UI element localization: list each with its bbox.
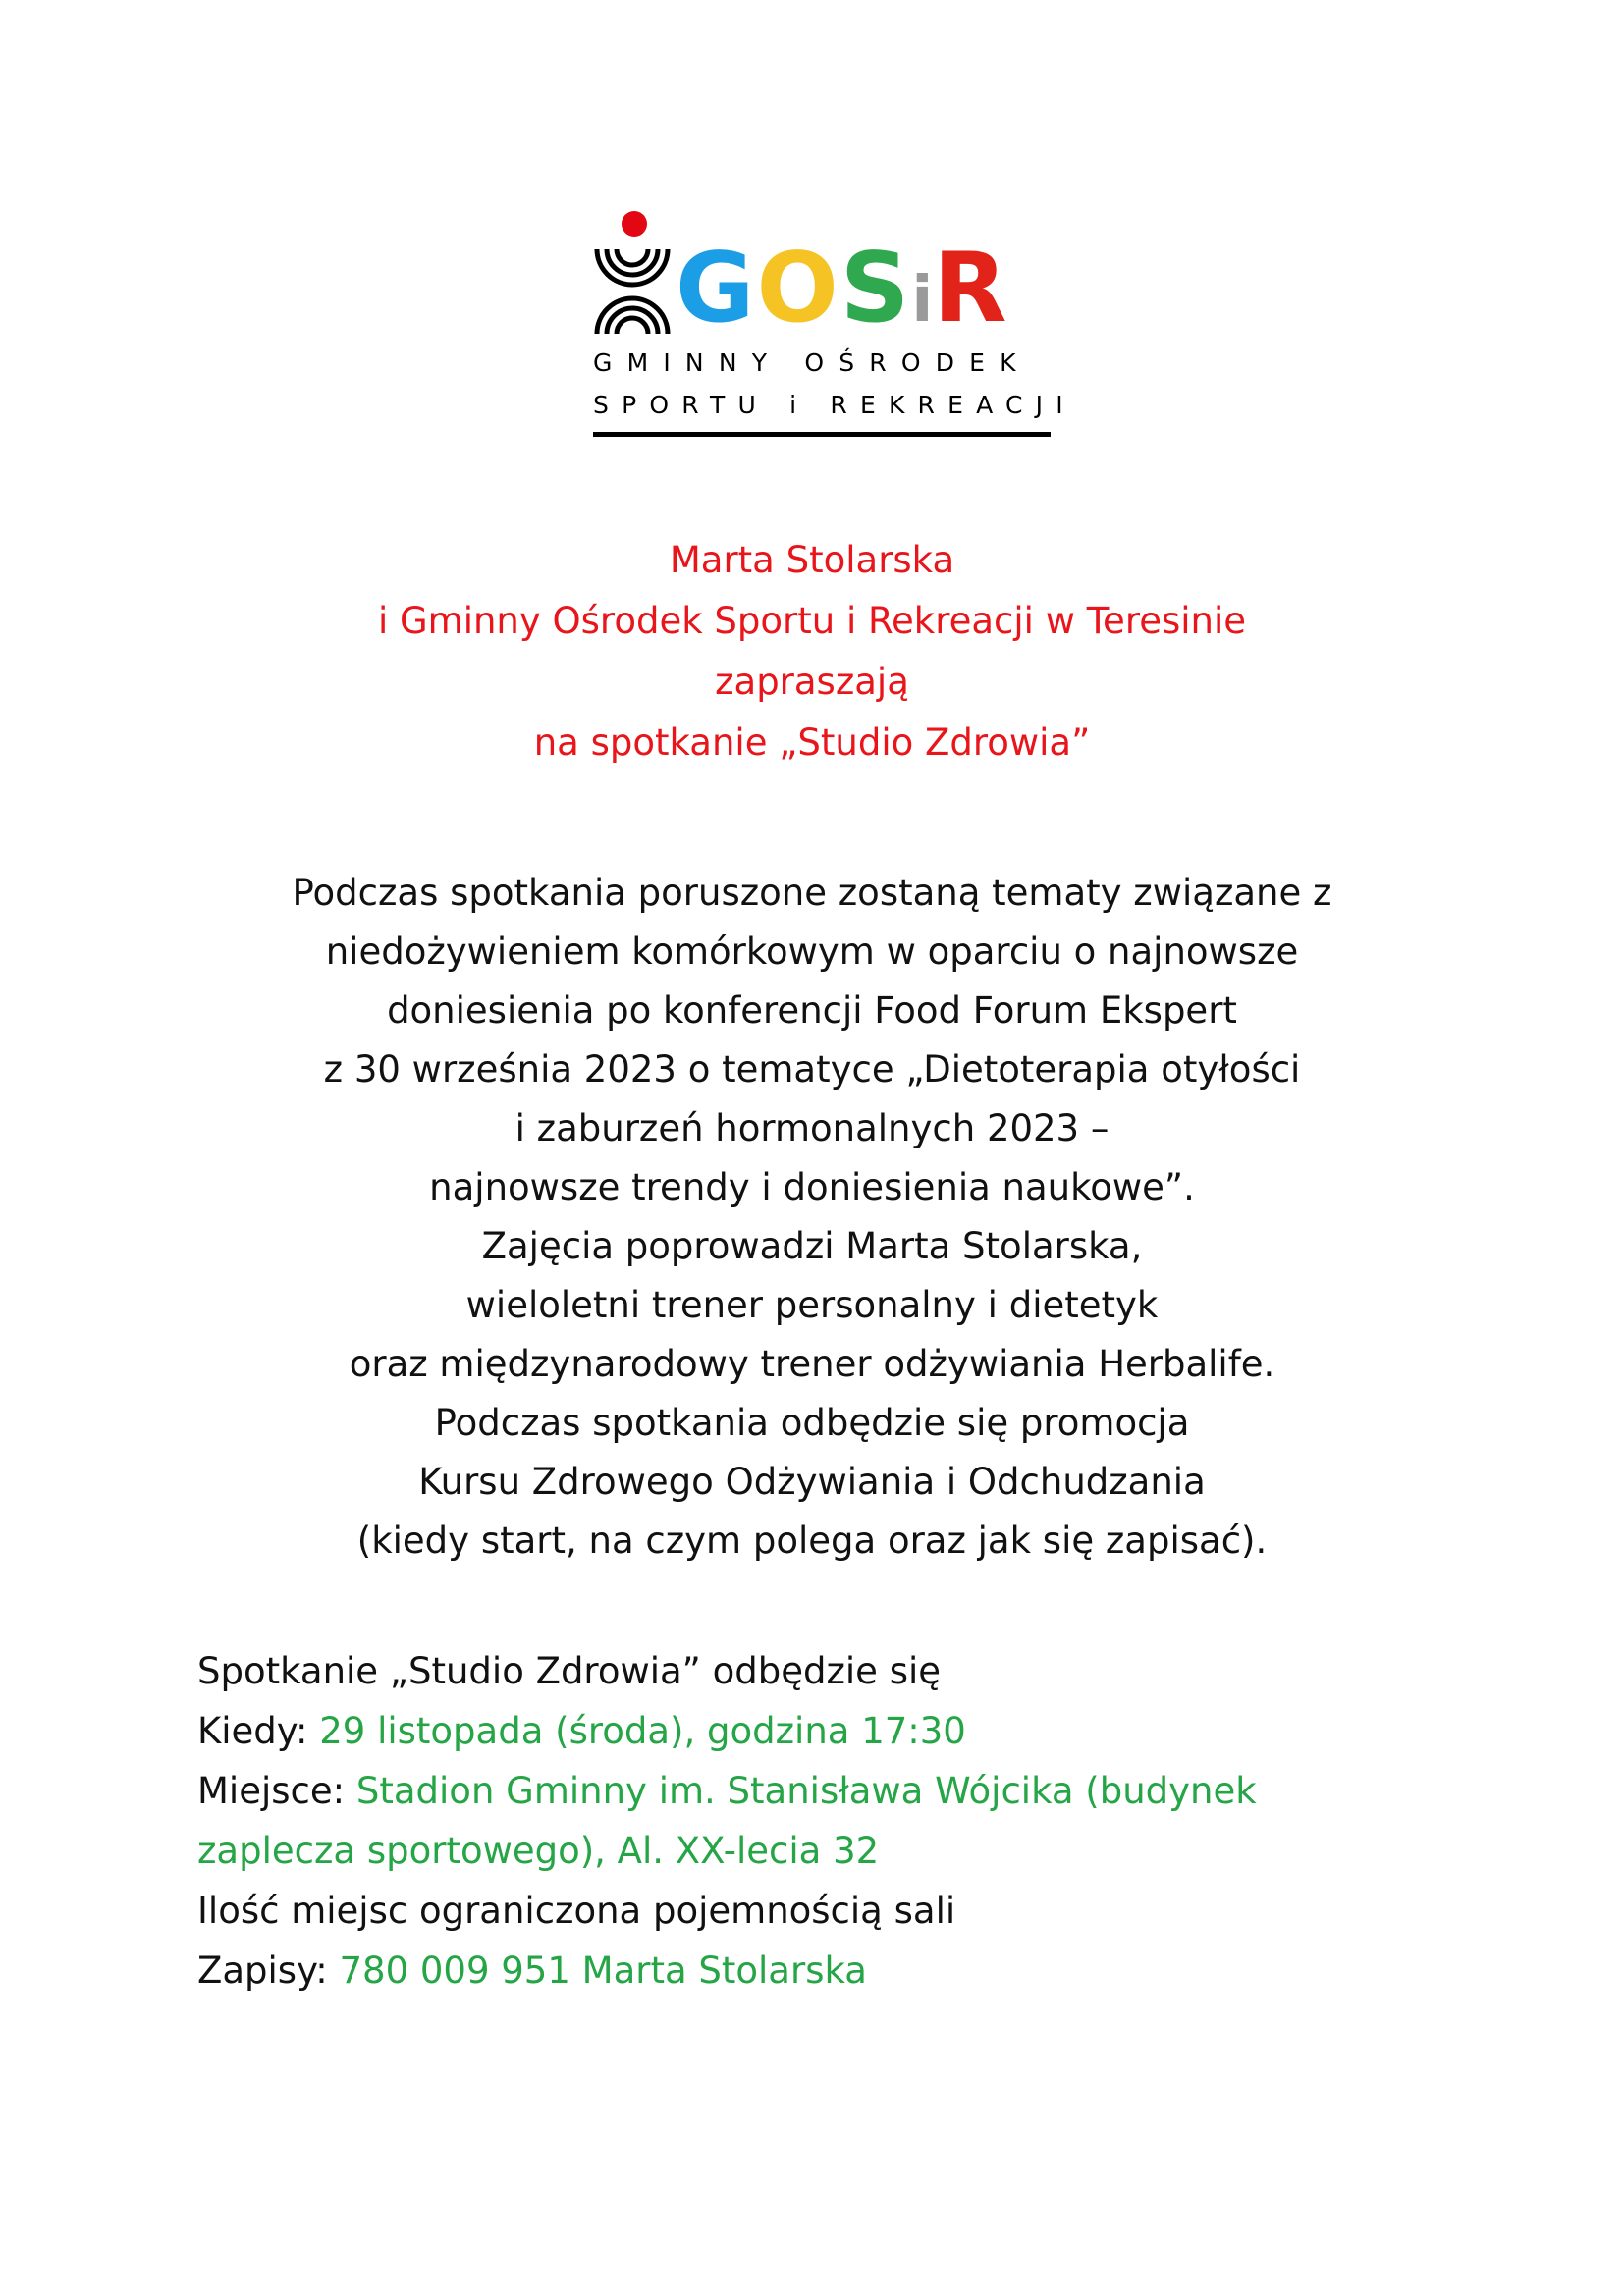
- logo-subtitle-line2: SPORTU i REKREACJI: [593, 391, 1076, 419]
- logo-letter-i: i: [911, 264, 934, 337]
- invitation-headline: [0, 530, 1624, 774]
- description-line: Podczas spotkania poruszone zostaną tematy związane z: [292, 872, 1332, 914]
- logo-letter-o: O: [756, 233, 840, 345]
- signup-label: Zapisy:: [197, 1949, 328, 1992]
- details-intro: Spotkanie „Studio Zdrowia” odbędzie się: [197, 1650, 942, 1692]
- description-line: Zajęcia poprowadzi Marta Stolarska,: [481, 1225, 1143, 1267]
- logo-wordmark: [676, 233, 1009, 345]
- logo-underline: [593, 432, 1051, 437]
- description-line: niedożywieniem komórkowym w oparciu o najnowsze: [325, 931, 1299, 973]
- description-line: oraz międzynarodowy trener odżywiania Herbalife.: [349, 1343, 1275, 1385]
- event-description: [0, 864, 1624, 1571]
- description-line: Podczas spotkania odbędzie się promocja: [434, 1402, 1190, 1444]
- headline-line: Marta Stolarska: [669, 539, 955, 581]
- where-value-continued: zaplecza sportowego), Al. XX-lecia 32: [197, 1830, 880, 1872]
- when-label: Kiedy:: [197, 1710, 308, 1752]
- logo-letter-r: R: [933, 233, 1009, 345]
- logo-subtitle-line1: GMINNY OŚRODEK: [593, 348, 1031, 377]
- logo-red-dot: [622, 211, 647, 237]
- headline-line: i Gminny Ośrodek Sportu i Rekreacji w Teresinie: [377, 600, 1247, 642]
- details-when: [197, 1701, 1474, 1761]
- description-line: Kursu Zdrowego Odżywiania i Odchudzania: [418, 1461, 1206, 1503]
- logo-letter-g: G: [676, 233, 757, 345]
- headline-line: na spotkanie „Studio Zdrowia”: [533, 721, 1091, 764]
- description-line: z 30 września 2023 o tematyce „Dietoterapia otyłości: [323, 1048, 1301, 1091]
- when-value: 29 listopada (środa), godzina 17:30: [319, 1710, 966, 1752]
- description-line: najnowsze trendy i doniesienia naukowe”.: [429, 1166, 1195, 1208]
- details-where: [197, 1761, 1474, 1821]
- headline-line: zapraszają: [715, 661, 909, 703]
- description-line: doniesienia po konferencji Food Forum Ekspert: [387, 989, 1237, 1032]
- description-line: i zaburzeń hormonalnych 2023 –: [514, 1107, 1110, 1149]
- logo-letter-s: S: [839, 233, 912, 345]
- signup-value: 780 009 951 Marta Stolarska: [339, 1949, 867, 1992]
- gosir-logo: [593, 208, 1076, 444]
- event-details: [197, 1641, 1474, 2001]
- description-line: wieloletni trener personalny i dietetyk: [465, 1284, 1159, 1326]
- details-signup: [197, 1941, 1474, 2001]
- where-value: Stadion Gminny im. Stanisława Wójcika (budynek: [355, 1770, 1257, 1812]
- gosir-figure-icon: [593, 208, 672, 336]
- details-capacity: Ilość miejsc ograniczona pojemnością sali: [197, 1890, 956, 1932]
- description-line: (kiedy start, na czym polega oraz jak się zapisać).: [356, 1520, 1268, 1562]
- where-label: Miejsce:: [197, 1770, 346, 1812]
